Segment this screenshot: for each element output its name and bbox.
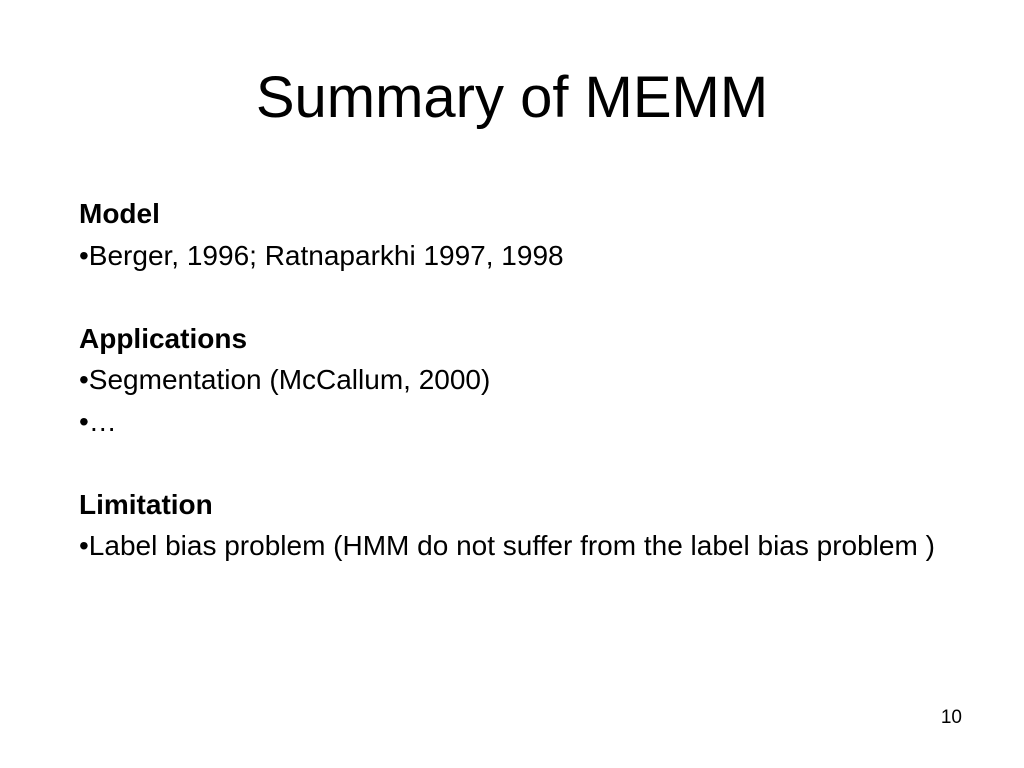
slide-body: [79, 193, 939, 567]
bullet-item: •Berger, 1996; Ratnaparkhi 1997, 1998: [79, 239, 564, 271]
section-limitation: [79, 484, 939, 567]
page-number: 10: [940, 707, 962, 728]
section-heading: Applications: [79, 322, 248, 354]
section-applications: [79, 318, 939, 443]
section-model: [79, 193, 939, 276]
slide-title: Summary of MEMM: [255, 65, 769, 130]
section-spacer: [79, 276, 939, 318]
bullet-item: •…: [79, 405, 117, 437]
section-spacer: [79, 442, 939, 484]
bullet-item: •Label bias problem (HMM do not suffer from the label bias problem ): [79, 530, 935, 561]
bullet-item: •Segmentation (McCallum, 2000): [79, 364, 491, 395]
section-heading: Model: [79, 198, 160, 229]
section-heading: Limitation: [79, 488, 213, 520]
